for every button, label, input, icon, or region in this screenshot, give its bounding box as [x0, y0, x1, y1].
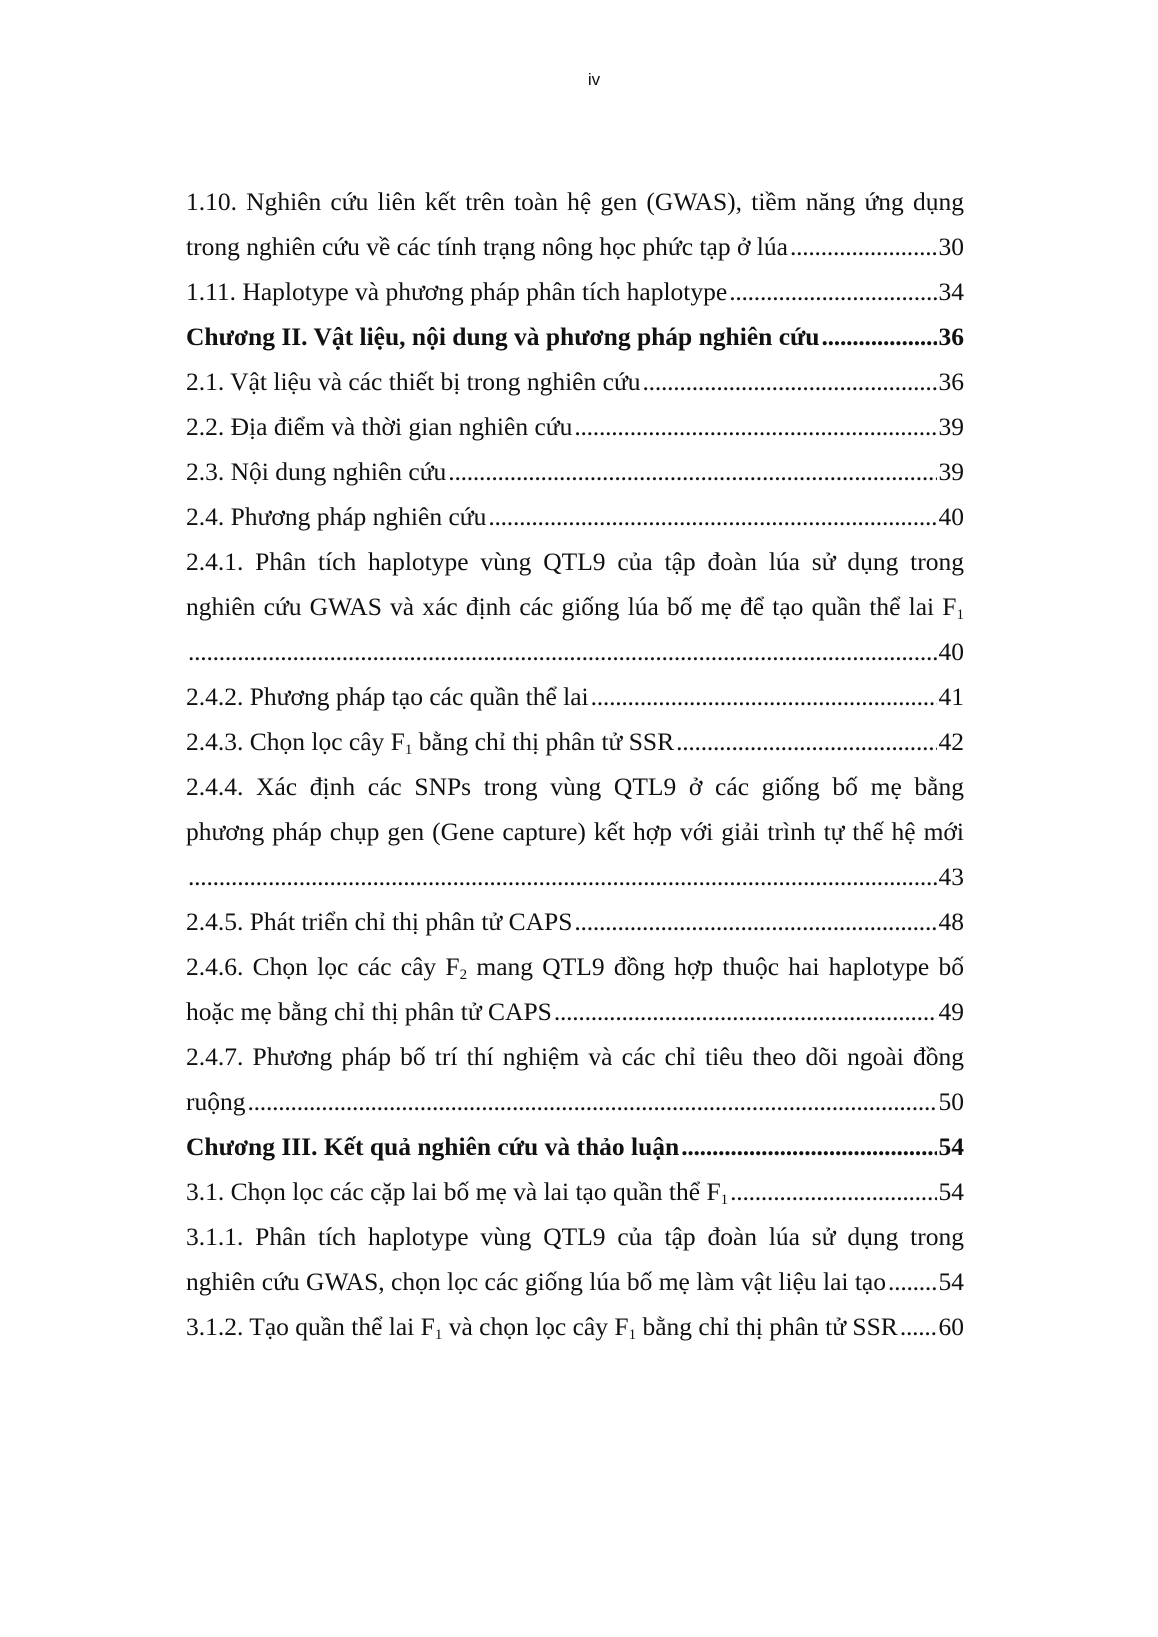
toc-entry-2-4-2[interactable] [186, 674, 964, 719]
toc-entry-title: nghiên cứu GWAS, chọn lọc các giống lúa bố mẹ làm vật liệu lai tạo [186, 1267, 887, 1296]
toc-page-number: 41 [938, 682, 964, 711]
toc-entry-text: 2.4.6. Chọn lọc các cây F [186, 952, 460, 981]
subscript: 1 [956, 607, 964, 623]
toc-entry-2-1[interactable] [186, 359, 964, 404]
toc-page-number: 40 [938, 502, 964, 531]
dot-leader [591, 674, 937, 719]
toc-page-number: 50 [938, 1087, 964, 1116]
toc-chapter-3[interactable] [186, 1124, 964, 1169]
toc-entry-title: 2.4.2. Phương pháp tạo các quần thể lai [186, 682, 589, 711]
toc-entry-title [186, 1304, 898, 1349]
toc-entry-title: 2.4. Phương pháp nghiên cứu [186, 502, 487, 531]
toc-entry-title [186, 1169, 728, 1214]
toc-entry-2-4-7-line-1: 2.4.7. Phương pháp bố trí thí nghiệm và các chỉ tiêu theo dõi ngoài đồng [186, 1042, 964, 1071]
toc-page-number: 54 [938, 1177, 964, 1206]
subscript: 1 [404, 742, 413, 758]
toc-page-number: 39 [938, 457, 964, 486]
toc-page-number: 36 [938, 367, 964, 396]
dot-leader [643, 359, 937, 404]
toc-entry-text: bằng chỉ thị phân tử SSR [412, 727, 675, 756]
toc-entry-2-4-6[interactable] [186, 989, 964, 1034]
dot-leader [248, 1079, 937, 1124]
toc-page-number: 54 [938, 1132, 964, 1161]
toc-entry-text: nghiên cứu GWAS và xác định các giống lúa bố mẹ để tạo quần thể lai F [186, 592, 957, 621]
toc-entry-2-4-6-line-1 [186, 944, 964, 989]
toc-entry-title: 2.3. Nội dung nghiên cứu [186, 457, 447, 486]
dot-leader [488, 494, 936, 539]
toc-entry-title: ruộng [186, 1087, 246, 1116]
toc-page-number: 39 [938, 412, 964, 441]
toc-entry-2-4-3[interactable] [186, 719, 964, 764]
dot-leader [729, 269, 936, 314]
dot-leader [676, 719, 936, 764]
toc-entry-text: 2.4.3. Chọn lọc cây F [186, 727, 405, 756]
toc-entry-2-3[interactable] [186, 449, 964, 494]
toc-page-number: 40 [938, 637, 964, 666]
toc-entry-2-4-4-line-1: 2.4.4. Xác định các SNPs trong vùng QTL9 ở các giống bố mẹ bằng [186, 772, 964, 801]
dot-leader [900, 1304, 937, 1349]
table-of-contents [186, 179, 964, 1349]
dot-leader [448, 449, 936, 494]
toc-entry-1-11[interactable] [186, 269, 964, 314]
toc-entry-3-1-2[interactable] [186, 1304, 964, 1349]
toc-entry-2-4-1-line-2 [186, 584, 964, 629]
toc-entry-title: 2.1. Vật liệu và các thiết bị trong nghiên cứu [186, 367, 641, 396]
toc-page-number: 49 [938, 997, 964, 1026]
toc-entry-title [186, 719, 674, 764]
toc-entry-title: 2.4.5. Phát triển chỉ thị phân tử CAPS [186, 907, 573, 936]
subscript: 2 [459, 967, 468, 983]
toc-chapter-2[interactable] [186, 314, 964, 359]
toc-page-number: 43 [938, 862, 964, 891]
toc-entry-text: và chọn lọc cây F [442, 1312, 629, 1341]
toc-entry-title: trong nghiên cứu về các tính trạng nông học phức tạp ở lúa [186, 232, 788, 261]
toc-page-number: 36 [938, 322, 964, 351]
toc-entry-2-4-7[interactable] [186, 1079, 964, 1124]
toc-entry-3-1[interactable] [186, 1169, 964, 1214]
toc-entry-2-4-1-line-1: 2.4.1. Phân tích haplotype vùng QTL9 của tập đoàn lúa sử dụng trong [186, 547, 964, 576]
toc-entry-2-4-5[interactable] [186, 899, 964, 944]
toc-page-number: 48 [938, 907, 964, 936]
page-number: iv [587, 70, 601, 89]
toc-entry-text: bằng chỉ thị phân tử SSR [636, 1312, 898, 1341]
dot-leader [822, 314, 937, 359]
toc-entry-3-1-1-line-1: 3.1.1. Phân tích haplotype vùng QTL9 của tập đoàn lúa sử dụng trong [186, 1222, 964, 1251]
toc-entry-1-10[interactable] [186, 224, 964, 269]
dot-leader [790, 224, 937, 269]
dot-leader [188, 629, 937, 674]
dot-leader [574, 404, 936, 449]
dot-leader [681, 1124, 936, 1169]
subscript: 1 [628, 1327, 637, 1343]
subscript: 1 [720, 1192, 729, 1208]
toc-entry-2-4-4-line-2: phương pháp chụp gen (Gene capture) kết hợp với giải trình tự thế hệ mới [186, 817, 964, 846]
toc-entry-title: hoặc mẹ bằng chỉ thị phân tử CAPS [186, 997, 552, 1026]
toc-entry-text: 3.1.2. Tạo quần thể lai F [186, 1312, 435, 1341]
toc-page-number: 60 [938, 1312, 964, 1341]
toc-page-number: 42 [938, 727, 964, 756]
toc-entry-2-4[interactable] [186, 494, 964, 539]
toc-entry-3-1-1[interactable] [186, 1259, 964, 1304]
dot-leader [554, 989, 937, 1034]
toc-entry-2-2[interactable] [186, 404, 964, 449]
toc-entry-1-10-line-1: 1.10. Nghiên cứu liên kết trên toàn hệ gen (GWAS), tiềm năng ứng dụng [186, 187, 964, 216]
toc-entry-text: 3.1. Chọn lọc các cặp lai bố mẹ và lai tạo quần thể F [186, 1177, 721, 1206]
toc-entry-title: 2.2. Địa điểm và thời gian nghiên cứu [186, 412, 573, 441]
toc-page-number: 34 [938, 277, 964, 306]
toc-entry-title: 1.11. Haplotype và phương pháp phân tích haplotype [186, 277, 728, 306]
dot-leader [730, 1169, 936, 1214]
toc-entry-text: mang QTL9 đồng hợp thuộc hai haplotype bố [467, 952, 964, 981]
subscript: 1 [434, 1327, 443, 1343]
dot-leader [888, 1259, 936, 1304]
toc-chapter-title: Chương III. Kết quả nghiên cứu và thảo luận [186, 1132, 680, 1161]
toc-entry-2-4-4[interactable] [186, 854, 964, 899]
toc-page-number: 54 [938, 1267, 964, 1296]
toc-page-number: 30 [938, 232, 964, 261]
dot-leader [188, 854, 937, 899]
toc-chapter-title: Chương II. Vật liệu, nội dung và phương pháp nghiên cứu [186, 322, 820, 351]
toc-entry-2-4-1[interactable] [186, 629, 964, 674]
dot-leader [574, 899, 936, 944]
